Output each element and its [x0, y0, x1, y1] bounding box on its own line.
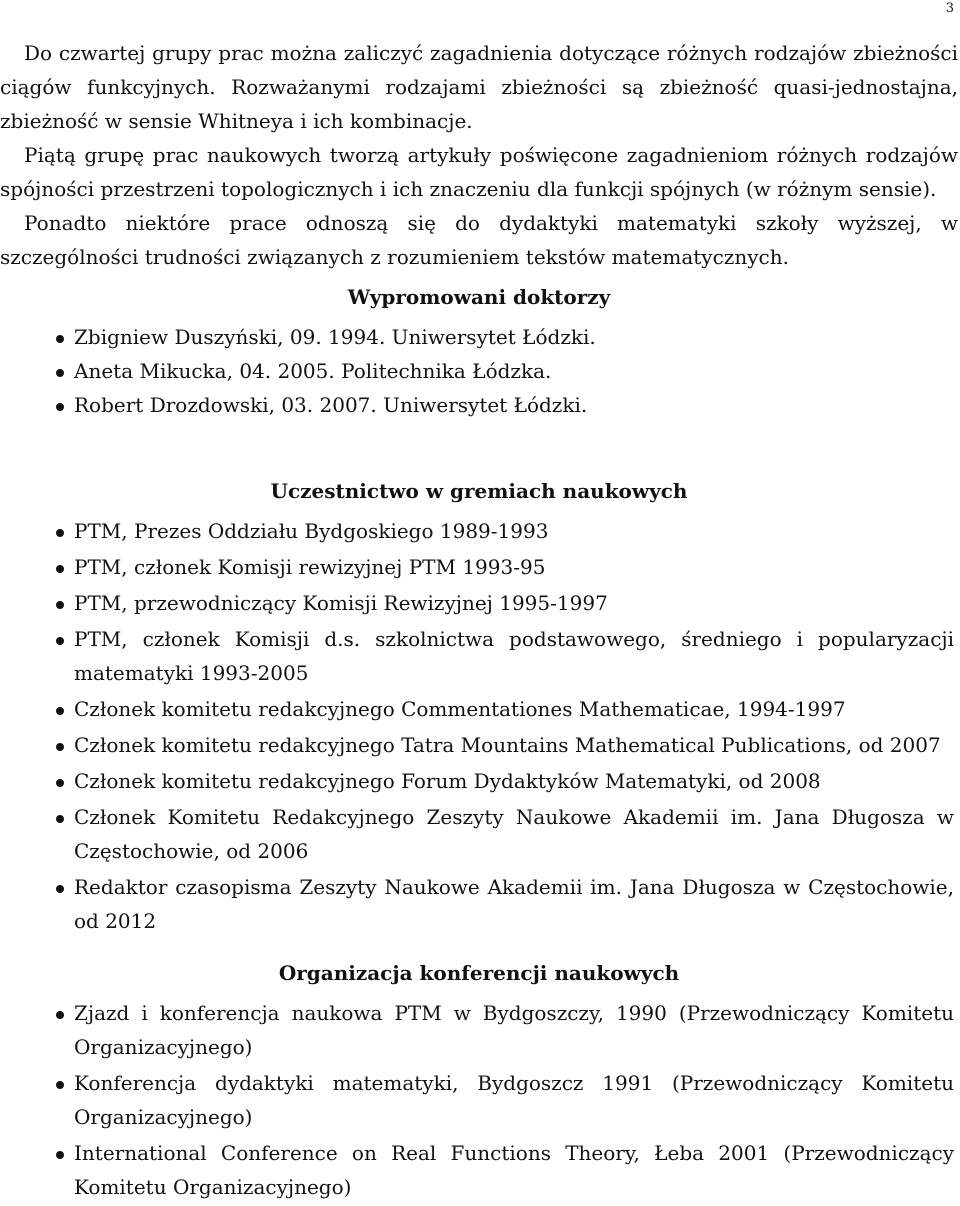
list-item: Zbigniew Duszyński, 09. 1994. Uniwersytet Łódzki. [0, 320, 958, 354]
list-item: Konferencja dydaktyki matematyki, Bydgoszcz 1991 (Przewodniczący Komitetu Organizacyjnego) [0, 1066, 958, 1134]
list-item: Zjazd i konferencja naukowa PTM w Bydgoszczy, 1990 (Przewodniczący Komitetu Organizacyjnego) [0, 996, 958, 1064]
list-item: Robert Drozdowski, 03. 2007. Uniwersytet Łódzki. [0, 388, 958, 422]
paragraph-convergence: Do czwartej grupy prac można zaliczyć zagadnienia dotyczące różnych rodzajów zbieżności ciągów funkcyjnych. Rozważanymi rodzajami zbieżności są zbieżność quasi-jednostajna, zbieżność w sensie Whitneya i ich kombinacje. [0, 41, 958, 133]
list-item: Członek komitetu redakcyjnego Forum Dydaktyków Matematyki, od 2008 [0, 764, 958, 798]
conferences-list [0, 996, 958, 1204]
list-item: PTM, członek Komisji rewizyjnej PTM 1993-95 [0, 550, 958, 584]
list-item: PTM, Prezes Oddziału Bydgoskiego 1989-1993 [0, 514, 958, 548]
list-item: Członek komitetu redakcyjnego Commentationes Mathematicae, 1994-1997 [0, 692, 958, 726]
committees-list [0, 514, 958, 938]
conferences-heading: Organizacja konferencji naukowych [278, 961, 680, 985]
list-item: Członek komitetu redakcyjnego Tatra Mountains Mathematical Publications, od 2007 [0, 728, 958, 762]
list-item: PTM, przewodniczący Komisji Rewizyjnej 1995-1997 [0, 586, 958, 620]
paragraph-didactics: Ponadto niektóre prace odnoszą się do dydaktyki matematyki szkoły wyższej, w szczególności trudności związanych z rozumieniem tekstów matematycznych. [0, 211, 958, 269]
document-body [0, 36, 958, 1206]
page-number: 3 [945, 1, 954, 16]
list-item: PTM, członek Komisji d.s. szkolnictwa podstawowego, średniego i popularyzacji matematyki 1993-2005 [0, 622, 958, 690]
doctors-heading: Wypromowani doktorzy [347, 285, 611, 309]
list-item: Członek Komitetu Redakcyjnego Zeszyty Naukowe Akademii im. Jana Długosza w Częstochowie, od 2006 [0, 800, 958, 868]
list-item: Redaktor czasopisma Zeszyty Naukowe Akademii im. Jana Długosza w Częstochowie, od 2012 [0, 870, 958, 938]
committees-heading: Uczestnictwo w gremiach naukowych [270, 479, 688, 503]
doctors-list [0, 320, 958, 422]
paragraph-connectedness: Piątą grupę prac naukowych tworzą artykuły poświęcone zagadnieniom różnych rodzajów spójności przestrzeni topologicznych i ich znaczeniu dla funkcji spójnych (w różnym sensie). [0, 143, 958, 201]
list-item: Aneta Mikucka, 04. 2005. Politechnika Łódzka. [0, 354, 958, 388]
list-item: International Conference on Real Functions Theory, Łeba 2001 (Przewodniczący Komitetu Organizacyjnego) [0, 1136, 958, 1204]
